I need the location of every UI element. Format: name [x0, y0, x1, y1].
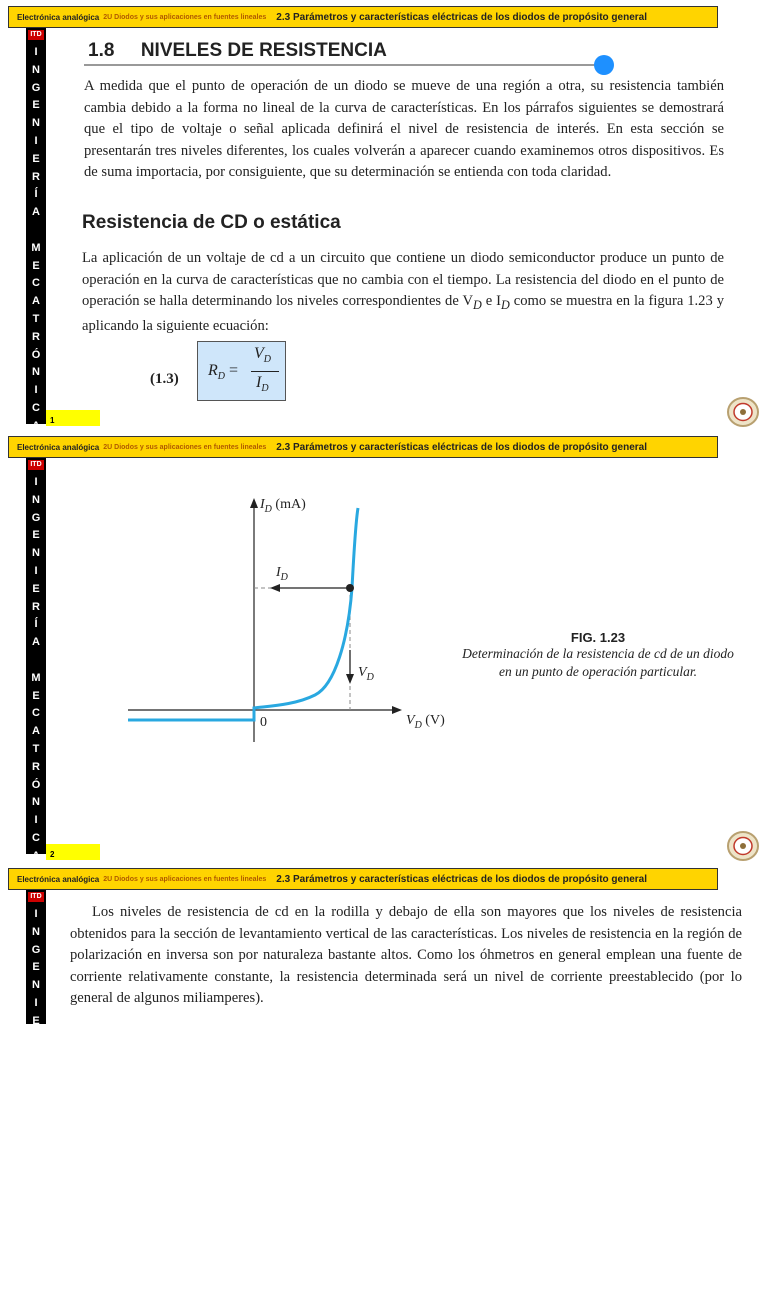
- header-subject: Electrónica analógica: [17, 442, 100, 452]
- side-bar-letter: A: [32, 849, 40, 862]
- side-bar-letter: R: [32, 760, 40, 773]
- side-bar-letter: N: [32, 493, 40, 506]
- side-bar-letter: M: [31, 1103, 41, 1116]
- figure-title: FIG. 1.23: [570, 630, 626, 645]
- side-bar-letter: C: [32, 1263, 40, 1276]
- slide-header: [8, 436, 718, 458]
- side-bar-letter: N: [32, 1228, 40, 1241]
- side-bar-letter: I: [34, 384, 38, 397]
- equation-number: (1.3): [150, 371, 179, 387]
- y-axis-arrow-icon: [250, 498, 258, 508]
- side-bar-letter: N: [32, 925, 40, 938]
- side-bar-letter: A: [32, 725, 40, 738]
- side-bar-letter: N: [32, 117, 40, 130]
- side-bar-letter: E: [32, 582, 40, 595]
- header-topic: 2.3 Parámetros y características eléctricas de los diodos de propósito general: [276, 11, 647, 23]
- side-bar-letter: R: [32, 600, 40, 613]
- origin-label: 0: [260, 715, 267, 730]
- slide-1: [0, 0, 768, 432]
- header-unit: 2U Diodos y sus aplicaciones en fuentes lineales: [103, 443, 267, 451]
- side-bar-letter: C: [32, 707, 40, 720]
- page-number: 2: [46, 844, 100, 860]
- itd-logo: ITD: [28, 892, 44, 902]
- side-bar-letter: R: [32, 1192, 40, 1205]
- side-bar-letter: R: [32, 170, 40, 183]
- side-bar-letter: [26, 1084, 46, 1102]
- side-bar-letter: I: [34, 564, 38, 577]
- side-bar-letter: M: [31, 241, 41, 254]
- heading-dot: [594, 55, 614, 75]
- itd-logo: ITD: [28, 30, 44, 40]
- diode-curve: [128, 508, 358, 720]
- id-label: $I_D$: [276, 565, 288, 583]
- side-bar-letter: C: [32, 1139, 40, 1152]
- body-paragraph: Los niveles de resistencia de cd en la rodilla y debajo de ella son mayores que los niveles de resistencia obtenidos para la sección de levantamiento vertical de las características. Los niveles de resistencia en la región de polarización en inversa son por naturaleza bastante altos. Como los óhmetros en general emplean una fuente de corriente relativamente constante, la resistencia determinada será un nivel de corriente preestablecido (por lo general de algunos miliamperes).: [70, 904, 742, 1006]
- section-heading: [88, 40, 387, 62]
- side-bar-letter: I: [34, 1246, 38, 1259]
- body-paragraph: La aplicación de un voltaje de cd a un circuito que contiene un diodo semiconductor produce un punto de operación en la curva de características que no cambia con el tiempo. La resistencia del diodo en el punto de operación se halla determinando los niveles correspondientes de $V_D$ e $I_D$ como se muestra en la figura 1.23 y aplicando la siguiente ecuación:: [82, 250, 724, 335]
- side-bar-letter: [26, 652, 46, 670]
- slide-2: [0, 432, 768, 864]
- side-bar-letter: I: [34, 134, 38, 147]
- side-bar-letter: E: [32, 1121, 40, 1134]
- side-bar-letter: R: [32, 1032, 40, 1045]
- side-bar-letter: N: [32, 63, 40, 76]
- header-topic: 2.3 Parámetros y características eléctricas de los diodos de propósito general: [276, 441, 647, 453]
- section-number: 1.8: [88, 40, 115, 61]
- side-bar-letter: A: [32, 419, 40, 432]
- side-bar-letter: I: [34, 908, 38, 920]
- y-axis-label: $I_D$ (mA): [260, 497, 306, 515]
- side-bar-letter: A: [32, 1068, 40, 1081]
- side-bar-letter: G: [31, 943, 41, 956]
- operating-point: [346, 584, 354, 592]
- itd-logo: ITD: [28, 460, 44, 470]
- side-bar-letter: T: [32, 1174, 40, 1187]
- equation-lhs: $R_D$ =: [208, 362, 239, 383]
- figure-description: Determinación de la resistencia de cd de un diodo en un punto de operación particular.: [462, 646, 734, 679]
- vd-label: $V_D$: [358, 665, 374, 683]
- side-bar-letter: Í: [34, 188, 38, 201]
- side-bar-letter: R: [32, 330, 40, 343]
- institution-seal-icon: [724, 830, 762, 862]
- side-bar-letter: E: [32, 961, 40, 974]
- side-bar-letter: C: [32, 831, 40, 844]
- side-bar-letter: T: [32, 742, 40, 755]
- side-bar: [26, 28, 46, 432]
- header-subject: Electrónica analógica: [17, 874, 100, 884]
- side-bar-letter: C: [32, 401, 40, 414]
- side-bar-letter: I: [34, 46, 38, 58]
- side-bar-letter: Ó: [31, 1210, 41, 1223]
- side-bar-letter: A: [32, 636, 40, 649]
- side-bar-letter: T: [32, 312, 40, 325]
- side-bar-letter: E: [32, 529, 40, 542]
- side-bar-letter: A: [32, 1157, 40, 1170]
- x-axis-arrow-icon: [392, 706, 402, 714]
- side-bar-letter: C: [32, 277, 40, 290]
- section-title: NIVELES DE RESISTENCIA: [140, 40, 387, 61]
- side-bar: [26, 890, 46, 1294]
- side-bar-letter: Í: [34, 618, 38, 631]
- diode-characteristic-figure: [120, 490, 460, 750]
- side-bar-letter: E: [32, 99, 40, 112]
- side-bar-letter: Ó: [31, 348, 41, 361]
- side-bar-letter: Í: [34, 1050, 38, 1063]
- side-bar-letter: E: [32, 152, 40, 165]
- intro-paragraph: A medida que el punto de operación de un diodo se mueve de una región a otra, su resistencia también cambia debido a la forma no lineal de la curva de características. En los párrafos siguientes se demostrará que el tipo de voltaje o señal aplicada definirá el nivel de resistencia de interés. En esta sección se presentarán tres niveles diferentes, los cuales volverán a aparecer cuando examinemos otros dispositivos. Es de suma importacia, por consiguiente, que su determinación se entienda con toda claridad.: [84, 78, 724, 180]
- fraction-bar: [251, 371, 279, 372]
- side-bar-letter: N: [32, 796, 40, 809]
- side-bar-letter: I: [34, 814, 38, 827]
- equation-box: [197, 341, 286, 401]
- header-subject: Electrónica analógica: [17, 12, 100, 22]
- side-bar-letter: A: [32, 295, 40, 308]
- side-bar-letter: M: [31, 671, 41, 684]
- vd-arrow-icon: [346, 674, 354, 684]
- side-bar-letter: [26, 222, 46, 240]
- side-bar-letter: Ó: [31, 778, 41, 791]
- side-bar: [26, 458, 46, 862]
- equation-denominator: $I_D$: [256, 374, 269, 395]
- header-unit: 2U Diodos y sus aplicaciones en fuentes lineales: [103, 875, 267, 883]
- side-bar-letter: N: [32, 547, 40, 560]
- side-bar-letter: E: [32, 689, 40, 702]
- x-axis-label: $V_D$ (V): [406, 713, 445, 731]
- subsection-title: Resistencia de CD o estática: [82, 212, 341, 233]
- side-bar-letter: G: [31, 81, 41, 94]
- equation-numerator: $V_D$: [254, 345, 272, 366]
- side-bar-letter: E: [32, 1014, 40, 1027]
- heading-rule: [84, 64, 596, 66]
- slide-header: [8, 6, 718, 28]
- header-unit: 2U Diodos y sus aplicaciones en fuentes lineales: [103, 13, 267, 21]
- slide-3: [0, 864, 768, 1294]
- side-bar-letter: N: [32, 979, 40, 992]
- slide-header: [8, 868, 718, 890]
- side-bar-letter: N: [32, 366, 40, 379]
- id-arrow-icon: [270, 584, 280, 592]
- page-number: 1: [46, 410, 100, 426]
- figure-caption: [456, 630, 740, 681]
- header-topic: 2.3 Parámetros y características eléctricas de los diodos de propósito general: [276, 873, 647, 885]
- institution-seal-icon: [724, 396, 762, 428]
- side-bar-letter: G: [31, 511, 41, 524]
- side-bar-letter: I: [34, 476, 38, 488]
- side-bar-letter: I: [34, 996, 38, 1009]
- side-bar-letter: A: [32, 206, 40, 219]
- side-bar-letter: A: [32, 1281, 40, 1294]
- side-bar-letter: E: [32, 259, 40, 272]
